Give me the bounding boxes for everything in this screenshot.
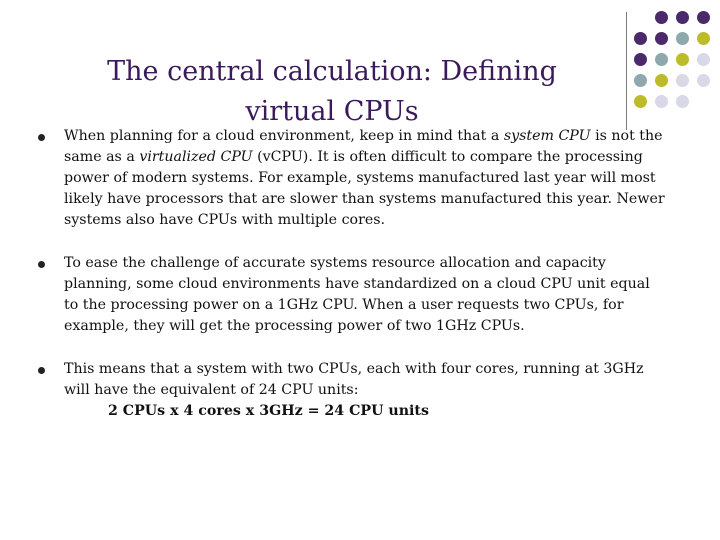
bullet-item (38, 359, 668, 422)
bullet-item (38, 253, 668, 337)
bullet-text-2: To ease the challenge of accurate systems resource allocation and capacity planning, some cloud environments have standardized on a cloud CPU unit equal to the processing power on a 1GHz CPU. When a user requests two CPUs, for example, they will get the processing power of two 1GHz CPUs. (64, 255, 650, 334)
bullet-marker (38, 134, 45, 141)
decorative-dot (676, 11, 689, 24)
decorative-dot (697, 53, 710, 66)
bullet-text-3: This means that a system with two CPUs, each with four cores, running at 3GHz will have the equivalent of 24 CPU units: (64, 361, 644, 398)
decorative-dot (634, 74, 647, 87)
decorative-dot (697, 32, 710, 45)
bullet-text-1: When planning for a cloud environment, keep in mind that a system CPU is not the same as a virtualized CPU (vCPU). It is often difficult to compare the processing power of modern systems. For example, systems manufactured last year will most likely have processors that are slower than systems manufactured this year. Newer systems also have CPUs with multiple cores. (64, 128, 665, 228)
decorative-dot (676, 32, 689, 45)
title-line-1: The central calculation: Defining (107, 56, 557, 88)
bullet-item (38, 126, 668, 231)
decorative-dot (697, 74, 710, 87)
decorative-divider (626, 12, 627, 130)
decorative-dot (697, 11, 710, 24)
decorative-dot (676, 74, 689, 87)
decorative-dot (676, 95, 689, 108)
decorative-dot (634, 53, 647, 66)
decorative-dot (634, 32, 647, 45)
bullet-list (38, 126, 668, 444)
decorative-dot (655, 74, 668, 87)
decorative-dot (676, 53, 689, 66)
slide-title (40, 52, 624, 132)
bullet-marker (38, 261, 45, 268)
decorative-dot-grid (634, 11, 720, 123)
decorative-dot (655, 32, 668, 45)
decorative-dot (655, 11, 668, 24)
decorative-dot (655, 95, 668, 108)
formula: 2 CPUs x 4 cores x 3GHz = 24 CPU units (108, 403, 429, 419)
title-line-2: virtual CPUs (245, 96, 419, 128)
decorative-dot (655, 53, 668, 66)
bullet-marker (38, 367, 45, 374)
decorative-dot (634, 95, 647, 108)
